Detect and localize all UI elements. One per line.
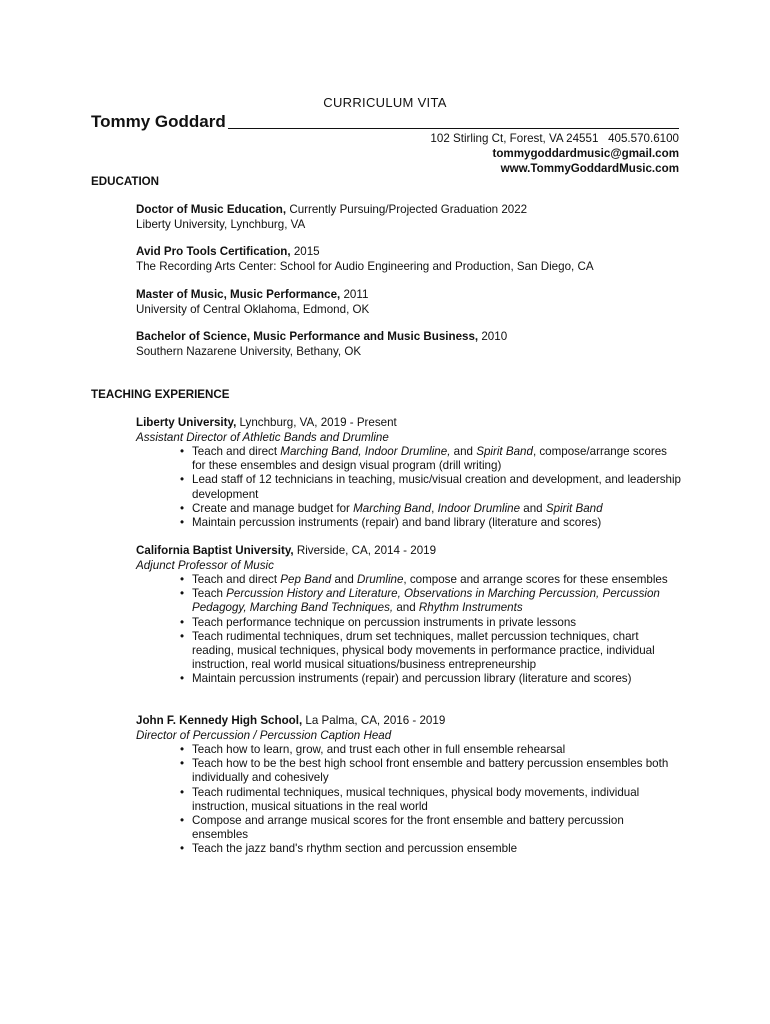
address: 102 Stirling Ct, Forest, VA 24551: [430, 132, 599, 145]
job-role: Adjunct Professor of Music: [136, 558, 274, 572]
duty-item: [136, 814, 681, 842]
bullet-icon: •: [180, 516, 185, 530]
website-link[interactable]: www.TommyGoddardMusic.com: [500, 162, 679, 175]
job-entry: [136, 544, 681, 687]
duty-item: [136, 587, 681, 615]
duty-text: Teach performance technique on percussion instruments in private lessons: [192, 615, 577, 629]
emphasis-text: Indoor Drumline: [437, 501, 521, 515]
duties-list: [136, 573, 681, 687]
organization: John F. Kennedy High School,: [136, 714, 303, 727]
bullet-icon: •: [180, 501, 185, 515]
duty-text: Teach rudimental techniques, drum set techniques, mallet percussion techniques, chart reading, musical techniques, physical body movements in performance practice, individual instruction, real world musical situations/business entrepreneurship: [192, 629, 655, 672]
teaching-heading: TEACHING EXPERIENCE: [91, 388, 230, 401]
degree-detail: 2015: [290, 245, 320, 258]
duty-item: [136, 616, 681, 630]
person-name: Tommy Goddard: [91, 112, 226, 131]
duty-text: , compose and arrange scores for these ensembles: [403, 573, 668, 586]
bullet-icon: •: [180, 587, 185, 601]
emphasis-text: Percussion History and Literature, Observations in Marching Percussion, Percussion Pedagogy, Marching Band Techniques,: [192, 587, 660, 615]
bullet-icon: •: [180, 842, 185, 856]
duty-text: and: [450, 445, 477, 458]
duty-text: Teach how to learn, grow, and trust each other in full ensemble rehearsal: [192, 743, 566, 756]
job-location-dates: Lynchburg, VA, 2019 - Present: [236, 416, 397, 429]
duty-item: [136, 743, 681, 757]
job-location-dates: La Palma, CA, 2016 - 2019: [302, 714, 446, 727]
duty-text: Teach: [192, 587, 227, 601]
bullet-icon: •: [180, 757, 185, 771]
emphasis-text: Spirit Band: [545, 501, 603, 515]
duty-text: Teach and direct: [192, 573, 281, 586]
duty-item: [136, 672, 681, 686]
duties-list: [136, 743, 681, 857]
bullet-icon: •: [180, 672, 185, 686]
emphasis-text: Pep Band: [280, 573, 332, 586]
emphasis-text: Drumline: [357, 573, 404, 586]
duty-text: Create and manage budget for: [192, 501, 354, 515]
duty-text: Lead staff of 12 technicians in teaching, music/visual creation and development, and leadership development: [192, 473, 681, 501]
school: The Recording Arts Center: School for Audio Engineering and Production, San Diego, CA: [136, 259, 594, 273]
document-title: CURRICULUM VITA: [323, 95, 447, 110]
duty-item: [136, 757, 681, 785]
duty-text: Maintain percussion instruments (repair) and percussion library (literature and scores): [192, 672, 632, 686]
duty-text: and: [393, 601, 419, 615]
duties-list: [136, 445, 681, 530]
job-role: Assistant Director of Athletic Bands and Drumline: [136, 430, 389, 444]
degree-detail: Currently Pursuing/Projected Graduation 2022: [286, 203, 528, 216]
job-location-dates: Riverside, CA, 2014 - 2019: [293, 544, 437, 557]
job-entry: [136, 714, 681, 857]
bullet-icon: •: [180, 573, 185, 586]
school: Liberty University, Lynchburg, VA: [136, 217, 306, 231]
duty-text: Compose and arrange musical scores for the front ensemble and battery percussion ensembles: [192, 814, 624, 842]
duty-text: ,: [431, 501, 438, 515]
contact-block: [430, 131, 679, 176]
duty-text: Maintain percussion instruments (repair) and band library (literature and scores): [192, 516, 602, 530]
degree: Master of Music, Music Performance,: [136, 288, 341, 301]
duty-text: and: [520, 501, 546, 515]
degree: Avid Pro Tools Certification,: [136, 245, 291, 258]
duty-item: [136, 516, 681, 530]
school: Southern Nazarene University, Bethany, OK: [136, 344, 362, 358]
email-link[interactable]: tommygoddardmusic@gmail.com: [492, 147, 679, 160]
school: University of Central Oklahoma, Edmond, OK: [136, 302, 370, 316]
duty-text: Teach and direct: [192, 445, 281, 458]
duty-item: [136, 573, 681, 587]
education-entry: [136, 245, 681, 274]
duty-text: and: [331, 573, 358, 586]
bullet-icon: •: [180, 629, 185, 643]
duty-text: Teach how to be the best high school front ensemble and battery percussion ensembles both individually and cohesively: [192, 757, 669, 785]
degree-detail: 2010: [478, 330, 508, 343]
degree: Bachelor of Science, Music Performance and Music Business,: [136, 330, 479, 343]
bullet-icon: •: [180, 743, 185, 756]
emphasis-text: Rhythm Instruments: [418, 601, 523, 615]
education-heading: EDUCATION: [91, 175, 160, 188]
phone: 405.570.6100: [608, 132, 679, 145]
duty-text: , compose/arrange scores for these ensembles and design visual program (drill writing): [192, 445, 667, 473]
duty-item: [136, 842, 681, 856]
duty-item: [136, 473, 681, 501]
duty-item: [136, 630, 681, 673]
bullet-icon: •: [180, 785, 185, 799]
bullet-icon: •: [180, 473, 185, 487]
duty-text: Teach the jazz band's rhythm section and percussion ensemble: [192, 842, 518, 856]
emphasis-text: Marching Band: [353, 501, 432, 515]
education-entry: [136, 203, 681, 232]
emphasis-text: Spirit Band: [476, 445, 533, 458]
education-entry: [136, 330, 681, 359]
duty-text: Teach rudimental techniques, musical techniques, physical body movements, individual instruction, musical situations in the real world: [192, 785, 640, 813]
emphasis-text: Marching Band, Indoor Drumline,: [280, 445, 451, 458]
organization: Liberty University,: [136, 416, 237, 429]
bullet-icon: •: [180, 814, 185, 828]
education-entry: [136, 288, 681, 317]
bullet-icon: •: [180, 615, 185, 629]
job-role: Director of Percussion / Percussion Caption Head: [136, 728, 392, 742]
degree-detail: 2011: [340, 288, 369, 301]
organization: California Baptist University,: [136, 544, 294, 557]
bullet-icon: •: [180, 445, 185, 458]
job-entry: [136, 416, 681, 530]
duty-item: [136, 445, 681, 473]
duty-item: [136, 786, 681, 814]
degree: Doctor of Music Education,: [136, 203, 287, 216]
duty-item: [136, 502, 681, 516]
address-phone-line: [430, 131, 679, 146]
